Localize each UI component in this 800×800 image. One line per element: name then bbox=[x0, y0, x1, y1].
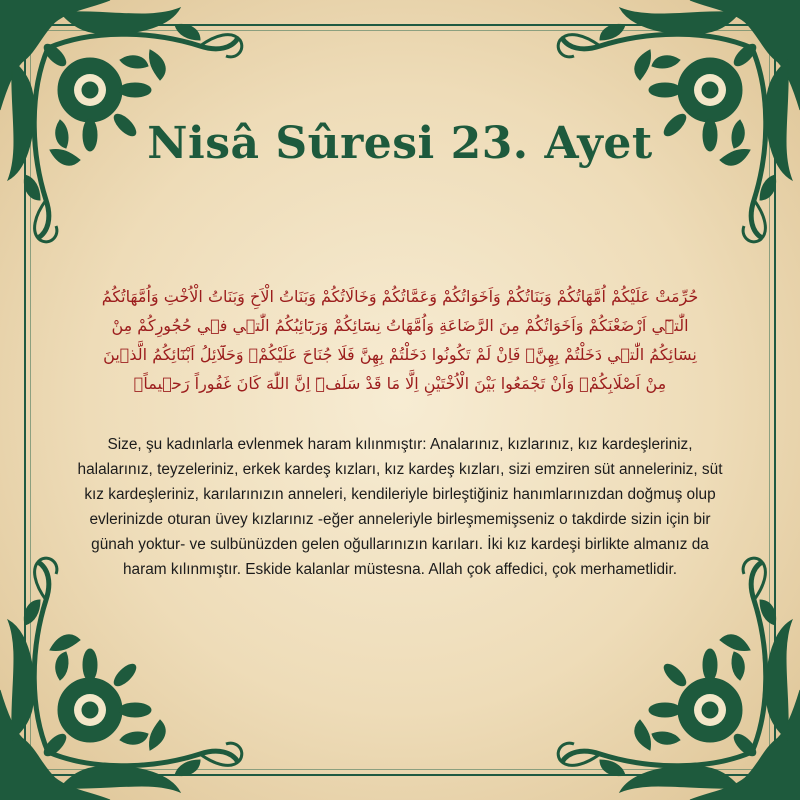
page-title: Nisâ Sûresi 23. Ayet bbox=[147, 118, 653, 169]
turkish-translation-text: Size, şu kadınlarla evlenmek haram kılınmıştır: Analarınız, kızlarınız, kız kardeşleriniz, halalarınız, teyzeleriniz, erkek kardeş kızları, kız kardeş kızları, sizi emziren süt anneleriniz, süt kız kardeşleriniz, karılarınızın anneleri, kendileriyle birleştiğiniz hanımlarınızdan doğmuş olup evlerinizde oturan üvey kızlarınız -eğer anneleriyle birleşmemişseniz o takdirde sizin için bir günah yoktur- ve sulbünüzden gelen oğullarınızın karıları. İki kız kardeşi birlikte almanız da haram kılınmıştır. Eskide kalanlar müstesna. Allah çok affedici, çok merhametlidir. bbox=[77, 436, 723, 578]
arabic-verse-text: حُرِّمَتْ عَلَيْكُمْ اُمَّهَاتُكُمْ وَبَنَاتُكُمْ وَاَخَوَاتُكُمْ وَعَمَّاتُكُمْ وَخَالَاتُكُمْ وَبَنَاتُ الْاَخِ وَبَنَاتُ الْاُخْتِ وَاُمَّهَاتُكُمُ الّٰت۪ٓي اَرْضَعْنَكُمْ وَاَخَوَاتُكُمْ مِنَ الرَّضَاعَةِ وَاُمَّهَاتُ نِسَٓائِكُمْ وَرَبَٓائِبُكُمُ الّٰت۪ي ف۪ي حُجُورِكُمْ مِنْ نِسَٓائِكُمُ الّٰت۪ي دَخَلْتُمْ بِهِنَّۘ فَاِنْ لَمْ تَكُونُوا دَخَلْتُمْ بِهِنَّ فَلَا جُنَاحَ عَلَيْكُمْۘ وَحَلَٓائِلُ اَبْنَٓائِكُمُ الَّذ۪ينَ مِنْ اَصْلَابِكُمْۙ وَاَنْ تَجْمَعُوا بَيْنَ الْاُخْتَيْنِ اِلَّا مَا قَدْ سَلَفَۜ اِنَّ اللّٰهَ كَانَ غَفُوراً رَح۪يماًۙ bbox=[101, 287, 699, 393]
